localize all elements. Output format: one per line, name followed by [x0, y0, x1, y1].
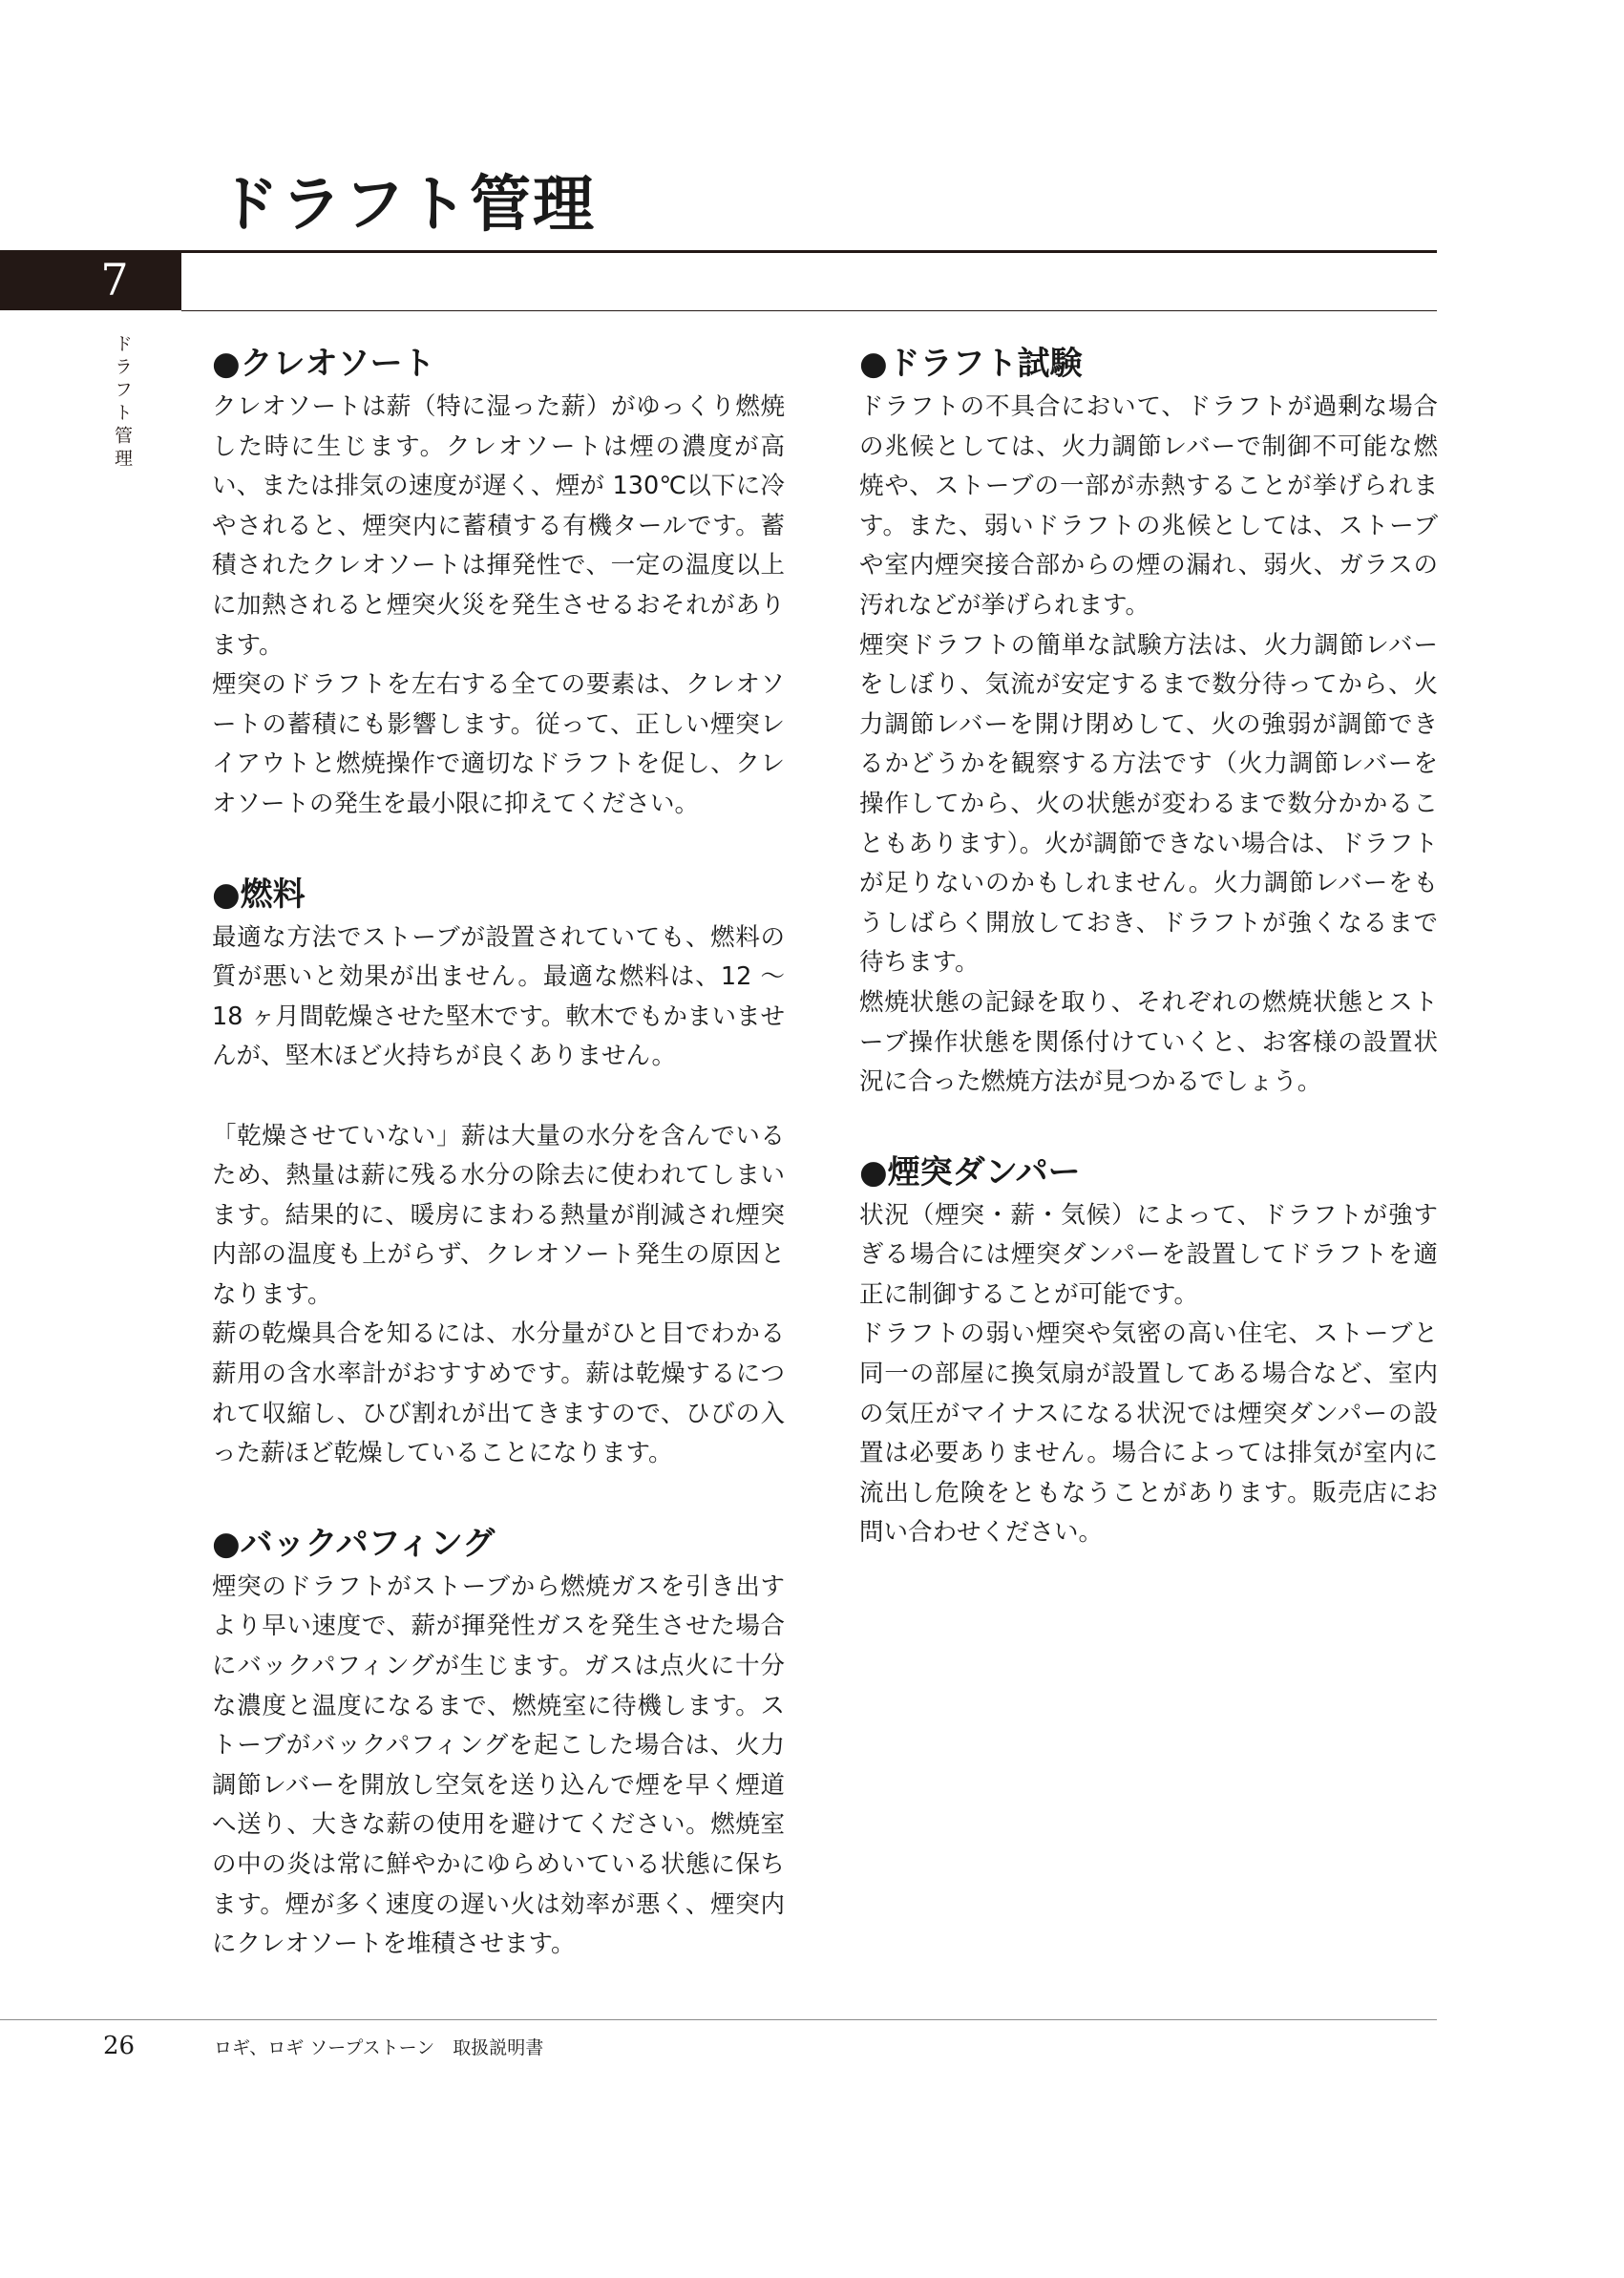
- title-rule: [181, 250, 1437, 253]
- section-heading: ●バックパフィング: [212, 1524, 496, 1563]
- section-draft-test: [859, 340, 1438, 1103]
- left-column: [212, 340, 785, 1965]
- section-creosote: [212, 340, 785, 825]
- footer-document-title: ロギ、ロギ ソープストーン 取扱説明書: [214, 2037, 544, 2058]
- section-backpuffing: [212, 1520, 785, 1965]
- section-heading: ●ドラフト試験: [859, 345, 1083, 383]
- section-fuel: [212, 871, 785, 1474]
- section-heading: ●煙突ダンパー: [859, 1152, 1081, 1192]
- page-title: ドラフト管理: [218, 169, 596, 241]
- paragraph-spacer: [212, 1077, 785, 1117]
- right-column: [859, 340, 1438, 1553]
- section-chimney-damper: [859, 1149, 1438, 1553]
- paragraph: ドラフトの不具合において、ドラフトが過剰な場合の兆候としては、火力調節レバーで制御不可能な燃焼や、ストーブの一部が赤熱することが挙げられます。また、弱いドラフトの兆候としては、ストーブや室内煙突接合部からの煙の漏れ、弱火、ガラスの汚れなどが挙げられます。: [859, 392, 1438, 620]
- header-rule: [181, 310, 1437, 311]
- paragraph: 煙突のドラフトがストーブから燃焼ガスを引き出すより早い速度で、薪が揮発性ガスを発生させた場合にバックパフィングが生じます。ガスは点火に十分な濃度と温度になるまで、燃焼室に待機します。ストーブがバックパフィングを起こした場合は、火力調節レバーを開放し空気を送り込んで煙を早く煙道へ送り、大きな薪の使用を避けてください。燃焼室の中の炎は常に鮮やかにゆらめいている状態に保ちます。煙が多く速度の遅い火は効率が悪く、煙突内にクレオソートを堆積させます。: [212, 1571, 785, 1959]
- paragraph: クレオソートは薪（特に湿った薪）がゆっくり燃焼した時に生じます。クレオソートは煙の濃度が高い、または排気の速度が遅く、煙が 130℃以下に冷やされると、煙突内に蓄積する有機タールです。蓄積されたクレオソートは揮発性で、一定の温度以上に加熱されると煙突火災を発生させるおそれがあります。: [212, 392, 785, 660]
- paragraph: 煙突ドラフトの簡単な試験方法は、火力調節レバーをしぼり、気流が安定するまで数分待ってから、火力調節レバーを開け閉めして、火の強弱が調節できるかどうかを観察する方法です（火力調節レバーを操作してから、火の状態が変わるまで数分かかることもあります）。火が調節できない場合は、ドラフトが足りないのかもしれません。火力調節レバーをもうしばらく開放しておき、ドラフトが強くなるまで待ちます。: [859, 630, 1438, 978]
- paragraph: ドラフトの弱い煙突や気密の高い住宅、ストーブと同一の部屋に換気扇が設置してある場合など、室内の気圧がマイナスになる状況では煙突ダンパーの設置は必要ありません。場合によっては排気が室内に流出し危険をともなうことがあります。販売店にお問い合わせください。: [859, 1319, 1438, 1548]
- paragraph: 最適な方法でストーブが設置されていても、燃料の質が悪いと効果が出ません。最適な燃料は、12 ～ 18 ヶ月間乾燥させた堅木です。軟木でもかまいませんが、堅木ほど火持ちが良くありません。: [212, 922, 785, 1071]
- section-heading: ●クレオソート: [212, 345, 435, 383]
- paragraph: 燃焼状態の記録を取り、それぞれの燃焼状態とストーブ操作状態を関係付けていくと、お客様の設置状況に合った燃焼方法が見つかるでしょう。: [859, 987, 1438, 1097]
- paragraph: 状況（煙突・薪・気候）によって、ドラフトが強すぎる場合には煙突ダンパーを設置してドラフトを適正に制御することが可能です。: [859, 1200, 1438, 1309]
- paragraph: 薪の乾燥具合を知るには、水分量がひと目でわかる薪用の含水率計がおすすめです。薪は乾燥するにつれて収縮し、ひび割れが出てきますので、ひびの入った薪ほど乾燥していることになります。: [212, 1319, 785, 1468]
- chapter-number-block: [0, 250, 181, 310]
- chapter-number: 7: [100, 254, 129, 306]
- paragraph: 「乾燥させていない」薪は大量の水分を含んでいるため、熱量は薪に残る水分の除去に使われてしまいます。結果的に、暖房にまわる熱量が削減され煙突内部の温度も上がらず、クレオソート発生の原因となります。: [212, 1121, 785, 1309]
- paragraph: 煙突のドラフトを左右する全ての要素は、クレオソートの蓄積にも影響します。従って、正しい煙突レイアウトと燃焼操作で適切なドラフトを促し、クレオソートの発生を最小限に抑えてください。: [212, 670, 785, 818]
- side-chapter-label: ドラフト管理: [112, 334, 133, 472]
- page-number: 26: [103, 2032, 136, 2060]
- footer-rule: [0, 2019, 1437, 2020]
- section-heading: ●燃料: [212, 875, 306, 914]
